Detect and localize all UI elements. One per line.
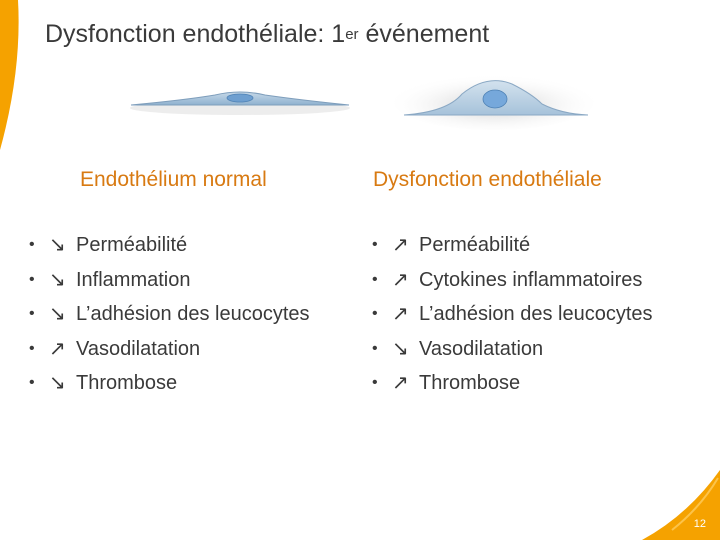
- list-item: • ↘ Vasodilatation: [372, 332, 653, 367]
- list-item: • ↗ Vasodilatation: [29, 332, 310, 367]
- right-column-heading: Dysfonction endothéliale: [373, 168, 602, 191]
- bullet-icon: •: [372, 305, 378, 323]
- bullet-icon: •: [372, 236, 378, 253]
- arrow-icon: ↗: [49, 337, 66, 360]
- list-item: • ↗ L’adhésion des leucocytes: [372, 297, 653, 332]
- list-item: • ↘ L’adhésion des leucocytes: [29, 297, 310, 332]
- list-item: • ↘ Thrombose: [29, 366, 310, 401]
- slide-title: Dysfonction endothéliale: 1er événement: [45, 20, 490, 48]
- list-item: • ↘ Perméabilité: [29, 228, 310, 263]
- bullet-icon: •: [372, 339, 378, 357]
- bullet-icon: •: [29, 374, 35, 392]
- arrow-icon: ↘: [49, 268, 66, 291]
- bullet-icon: •: [372, 374, 378, 392]
- page-number: 12: [693, 518, 706, 530]
- bullet-icon: •: [29, 305, 35, 323]
- list-item: • ↘ Inflammation: [29, 263, 310, 298]
- bullet-icon: •: [372, 270, 378, 288]
- arrow-icon: ↘: [49, 303, 66, 326]
- bullet-icon: •: [29, 270, 35, 288]
- bullet-icon: •: [29, 236, 35, 253]
- arrow-icon: ↗: [392, 372, 409, 395]
- flat-endothelial-cell-image: [125, 78, 355, 124]
- arrow-icon: ↘: [49, 372, 66, 395]
- arrow-icon: ↗: [392, 303, 409, 326]
- right-bullet-list: [372, 228, 653, 401]
- list-item: • ↗ Perméabilité: [372, 228, 653, 263]
- arrow-icon: ↗: [392, 234, 409, 256]
- arrow-icon: ↘: [49, 234, 66, 256]
- left-column-heading: Endothélium normal: [80, 168, 267, 191]
- decorative-arc-left: [0, 0, 40, 160]
- list-item: • ↗ Thrombose: [372, 366, 653, 401]
- bullet-icon: •: [29, 339, 35, 357]
- arrow-icon: ↘: [392, 337, 409, 360]
- arrow-icon: ↗: [392, 268, 409, 291]
- left-bullet-list: [29, 228, 310, 401]
- swollen-endothelial-cell-image: [392, 68, 597, 130]
- list-item: • ↗ Cytokines inflammatoires: [372, 263, 653, 298]
